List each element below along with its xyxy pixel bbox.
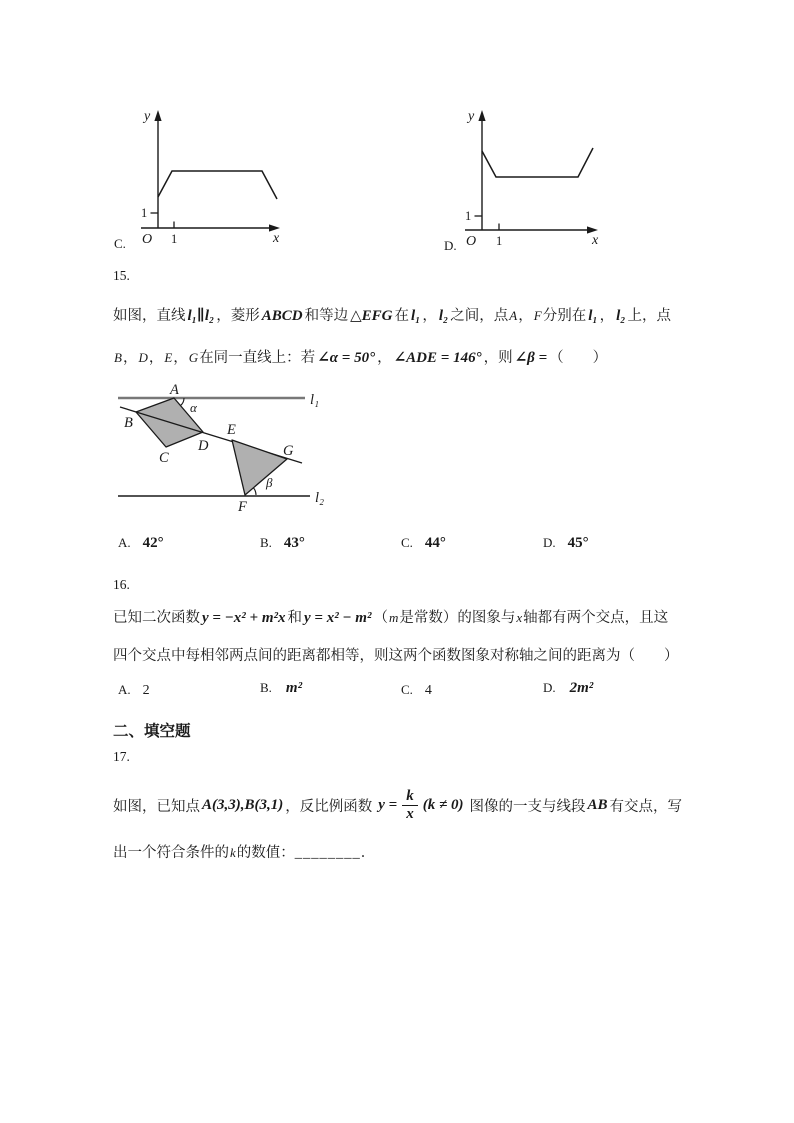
fig15-label-D: D bbox=[198, 438, 209, 454]
figure-q15-geometry bbox=[113, 378, 348, 526]
q15-option-c-letter: C. bbox=[401, 535, 413, 550]
q15-option-a bbox=[118, 535, 164, 552]
q16-option-c bbox=[401, 682, 432, 699]
q15-point-D: D bbox=[138, 350, 148, 365]
q15-point-A: A bbox=[509, 308, 518, 323]
q16-option-d-value: 2m² bbox=[569, 680, 594, 696]
fig15-label-beta: β bbox=[266, 475, 273, 490]
q15-formula-angle-ade: ∠ADE = 146° bbox=[393, 350, 482, 366]
q17-formula-lhs: y = bbox=[378, 796, 398, 813]
q15-formula-triangle: △EFG bbox=[350, 308, 393, 324]
q15-text: ， bbox=[599, 308, 615, 324]
q16-option-a-value: 2 bbox=[142, 683, 150, 698]
q15-text: 和等边 bbox=[304, 308, 349, 324]
q15-point-G: G bbox=[188, 350, 199, 365]
q15-formula-rhombus: ABCD bbox=[261, 308, 303, 324]
q16-text: 已知二次函数 bbox=[113, 610, 200, 626]
q16-text: 是常数）的图象与 bbox=[399, 610, 516, 626]
q15-text: 在 bbox=[394, 308, 409, 324]
q15-text: 在同一直线上：若 bbox=[199, 350, 316, 366]
graph-d-curve bbox=[482, 148, 593, 177]
fig15-label-A: A bbox=[170, 382, 179, 398]
question-17-number: 17. bbox=[113, 749, 130, 764]
q17-formula-points-ab: A(3,3),B(3,1) bbox=[202, 796, 284, 813]
q16-option-c-value: 4 bbox=[424, 683, 432, 698]
q17-text: ，反比例函数 bbox=[285, 798, 373, 815]
q15-formula-angle-alpha: ∠α = 50° bbox=[317, 350, 376, 366]
graph-d-xtick-label: 1 bbox=[496, 234, 503, 248]
fig15-label-l1: l₁ bbox=[310, 392, 320, 408]
graph-d-origin-label: O bbox=[466, 234, 477, 249]
graph-c-origin-label: O bbox=[142, 232, 153, 247]
q16-option-a-letter: A. bbox=[118, 682, 131, 697]
fig15-label-alpha: α bbox=[190, 400, 197, 415]
q16-option-b bbox=[260, 680, 304, 697]
q15-text: 分别在 bbox=[542, 308, 587, 324]
q15-answer-parens: （ ） bbox=[549, 350, 608, 366]
q15-option-b-value: 43° bbox=[283, 535, 305, 551]
fig15-label-E: E bbox=[227, 422, 236, 438]
q15-text: ， bbox=[122, 350, 138, 366]
q16-option-b-letter: B. bbox=[260, 680, 272, 695]
graph-c bbox=[130, 105, 295, 253]
q15-point-F: F bbox=[533, 308, 542, 323]
q16-option-b-value: m² bbox=[285, 680, 303, 696]
q15-option-c-value: 44° bbox=[424, 535, 446, 551]
q15-option-c bbox=[401, 535, 446, 552]
q16-text: 和 bbox=[287, 610, 303, 626]
q16-var-x: x bbox=[516, 610, 523, 625]
graph-c-x-label: x bbox=[273, 231, 280, 246]
q16-option-d bbox=[543, 680, 595, 697]
fig15-triangle-efg bbox=[232, 440, 287, 495]
q16-option-c-letter: C. bbox=[401, 682, 413, 697]
q15-text: 上，点 bbox=[627, 308, 672, 324]
q15-option-d-letter: D. bbox=[543, 535, 556, 550]
q15-text: ，菱形 bbox=[216, 308, 260, 324]
graph-c-xtick-label: 1 bbox=[171, 232, 178, 246]
q16-text: 轴都有两个交点，且这 bbox=[523, 610, 669, 626]
q15-formula-l1: l₁ bbox=[410, 308, 421, 324]
q16-var-m: m bbox=[388, 610, 399, 625]
graph-c-curve bbox=[158, 171, 277, 199]
q16-text: （ bbox=[373, 610, 388, 626]
q15-option-a-value: 42° bbox=[142, 535, 164, 551]
q17-formula-segment-ab: AB bbox=[587, 796, 608, 813]
graph-d-y-label: y bbox=[468, 109, 475, 124]
q17-formula-condition: (k ≠ 0) bbox=[422, 796, 464, 813]
fig15-beta-arc bbox=[253, 488, 256, 495]
q15-option-a-letter: A. bbox=[118, 535, 131, 550]
question-16-text-line2: 四个交点中每相邻两点间的距离都相等，则这两个函数图象对称轴之间的距离为（ ） bbox=[113, 648, 679, 664]
graph-c-y-arrow bbox=[154, 110, 161, 121]
q15-text: 如图，直线 bbox=[113, 308, 186, 324]
graph-d-option-letter: D. bbox=[444, 238, 457, 253]
question-16-text-line1 bbox=[113, 606, 668, 630]
graph-c-y-label: y bbox=[144, 109, 151, 124]
section-2-title: 二、填空题 bbox=[113, 723, 191, 740]
q15-point-B: B bbox=[114, 350, 122, 365]
question-17-text-line2 bbox=[113, 841, 375, 865]
q17-text: 图像的一支与线段 bbox=[469, 798, 586, 815]
q15-option-d-value: 45° bbox=[567, 535, 589, 551]
q15-option-d bbox=[543, 535, 589, 552]
q15-point-E: E bbox=[164, 350, 173, 365]
q16-formula-parabola2: y = x² − m² bbox=[304, 610, 372, 626]
q15-option-b-letter: B. bbox=[260, 535, 272, 550]
fig15-label-l2: l₂ bbox=[315, 490, 325, 506]
q15-formula-l1b: l₁ bbox=[588, 308, 598, 324]
question-17-text-line1 bbox=[113, 776, 682, 834]
q15-formula-angle-beta: ∠β = bbox=[514, 350, 548, 366]
question-15-number: 15. bbox=[113, 268, 130, 283]
q17-var-k: k bbox=[230, 845, 236, 860]
q17-fraction-numerator: k bbox=[402, 789, 418, 806]
q15-formula-parallel-lines: l₁∥l₂ bbox=[187, 308, 215, 324]
q16-formula-parabola1: y = −x² + m²x bbox=[202, 610, 286, 626]
question-15-text-line1 bbox=[113, 304, 671, 328]
q15-option-b bbox=[260, 535, 305, 552]
graph-c-option-letter: C. bbox=[114, 236, 126, 251]
q15-text: ， bbox=[148, 350, 164, 366]
q17-formula-inverse-function bbox=[376, 789, 465, 822]
q15-text: ， bbox=[518, 308, 533, 324]
graph-c-ytick-label: 1 bbox=[141, 206, 148, 220]
q17-answer-blank: ________ bbox=[294, 845, 361, 861]
q15-formula-l2b: l₂ bbox=[616, 308, 626, 324]
q17-text: ． bbox=[360, 845, 376, 861]
question-16-number: 16. bbox=[113, 577, 130, 592]
q15-text: ， bbox=[377, 350, 392, 366]
q17-fraction-denominator: x bbox=[406, 805, 414, 822]
q15-text: ， bbox=[422, 308, 437, 324]
q17-text: 出一个符合条件的 bbox=[113, 845, 229, 861]
q17-text: 的数值： bbox=[236, 845, 295, 861]
graph-d-x-label: x bbox=[592, 233, 599, 248]
q16-option-a bbox=[118, 682, 150, 699]
q17-fraction bbox=[402, 789, 418, 822]
q15-formula-l2: l₂ bbox=[438, 308, 449, 324]
q17-text: 如图，已知点 bbox=[113, 798, 200, 815]
question-15-text-line2 bbox=[113, 346, 607, 370]
q15-text: ， bbox=[173, 350, 188, 366]
q17-text: 有交点，写 bbox=[609, 798, 682, 815]
graph-d-ytick-label: 1 bbox=[465, 209, 472, 223]
fig15-label-F: F bbox=[238, 499, 247, 515]
fig15-label-C: C bbox=[159, 450, 169, 466]
fig15-label-G: G bbox=[283, 443, 294, 459]
q15-text: ，则 bbox=[483, 350, 513, 366]
graph-d bbox=[455, 105, 620, 255]
fig15-label-B: B bbox=[124, 415, 133, 431]
q16-option-d-letter: D. bbox=[543, 680, 556, 695]
q15-text: 之间，点 bbox=[450, 308, 509, 324]
graph-d-y-arrow bbox=[478, 110, 485, 121]
